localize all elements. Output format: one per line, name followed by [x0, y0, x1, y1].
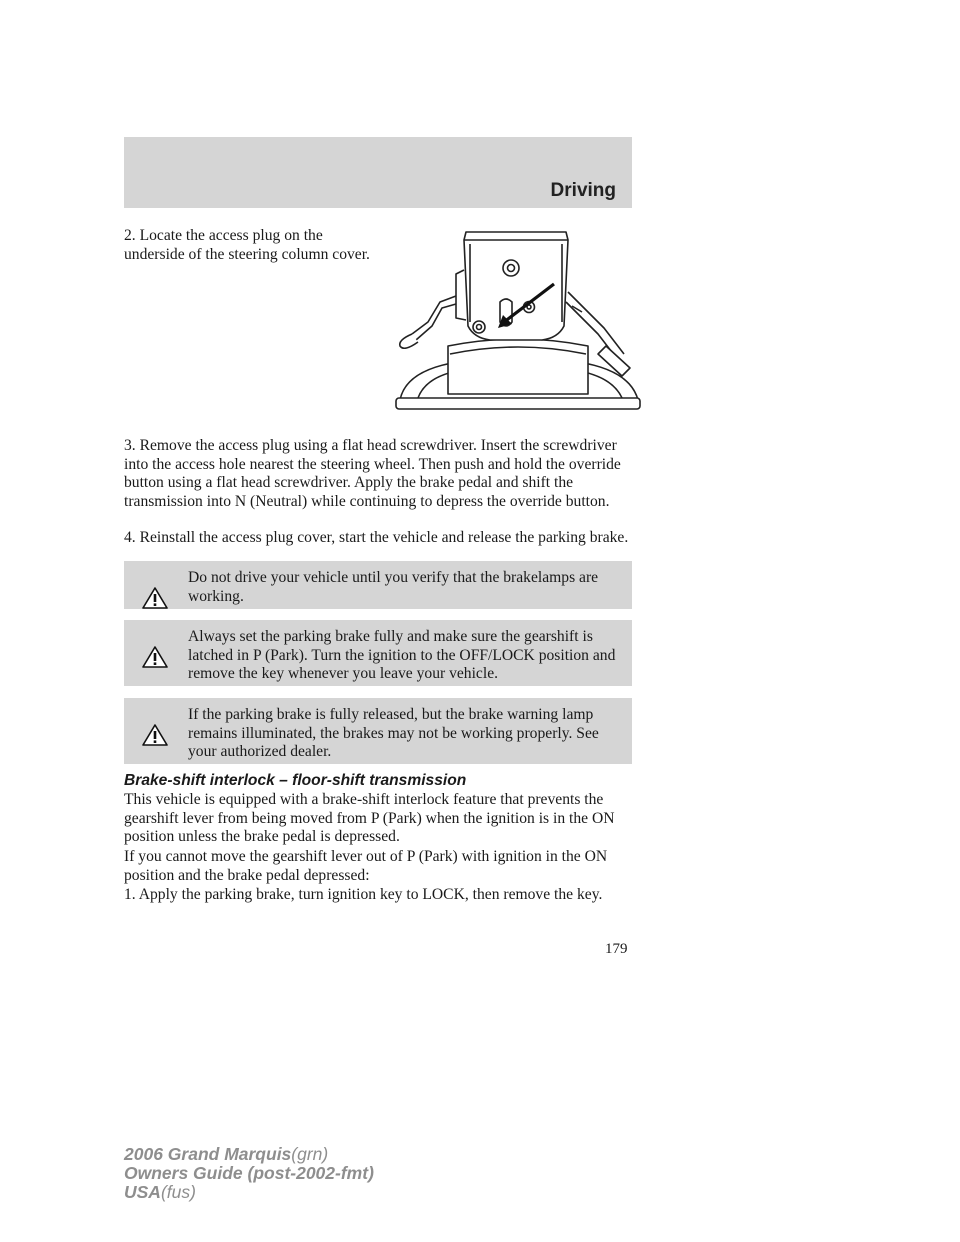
warning-box-brake-lamp	[124, 698, 632, 764]
warning-box-brakelamps	[124, 561, 632, 609]
step-4-text: 4. Reinstall the access plug cover, start the vehicle and release the parking brake.	[124, 529, 629, 546]
footer-line-2: Owners Guide (post-2002-fmt)	[124, 1163, 374, 1183]
document-footer	[124, 1145, 374, 1202]
warning-triangle-icon	[142, 724, 168, 746]
step-2-text: 2. Locate the access plug on the underside of the steering column cover.	[124, 227, 370, 263]
section-title: Driving	[550, 180, 616, 201]
warning-triangle-icon	[142, 587, 168, 609]
page-number: 179	[605, 941, 628, 957]
header-band	[124, 137, 632, 208]
interlock-paragraph-2: If you cannot move the gearshift lever out of P (Park) with ignition in the ON position and the brake pedal depressed:	[124, 848, 608, 884]
step-3-text: 3. Remove the access plug using a flat head screwdriver. Insert the screwdriver into the access hole nearest the steering wheel. Then push and hold the override button using a flat head screwdriver. Apply the brake pedal and shift the transmission into N (Neutral) while continuing to depress the override button.	[124, 437, 621, 510]
warning-triangle-icon	[142, 646, 168, 668]
warning-text-brake-lamp: If the parking brake is fully released, but the brake warning lamp remains illuminated, the brakes may not be working properly. See your authorized dealer.	[188, 706, 599, 761]
interlock-step-1: 1. Apply the parking brake, turn ignition key to LOCK, then remove the key.	[124, 886, 603, 903]
warning-text-parking-brake: Always set the parking brake fully and make sure the gearshift is latched in P (Park). Turn the ignition to the OFF/LOCK position and remove the key whenever you leave your vehicle.	[188, 628, 616, 683]
interlock-heading: Brake-shift interlock – floor-shift transmission	[124, 772, 467, 789]
footer-line-1: 2006 Grand Marquis(grn)	[124, 1144, 329, 1164]
warning-text-brakelamps: Do not drive your vehicle until you verify that the brakelamps are working.	[188, 569, 599, 605]
steering-column-illustration	[392, 222, 644, 414]
interlock-paragraph-1: This vehicle is equipped with a brake-shift interlock feature that prevents the gearshift lever from being moved from P (Park) when the ignition is in the ON position unless the brake pedal is depressed.	[124, 791, 615, 846]
warning-box-parking-brake	[124, 620, 632, 686]
footer-line-3: USA(fus)	[124, 1182, 196, 1202]
